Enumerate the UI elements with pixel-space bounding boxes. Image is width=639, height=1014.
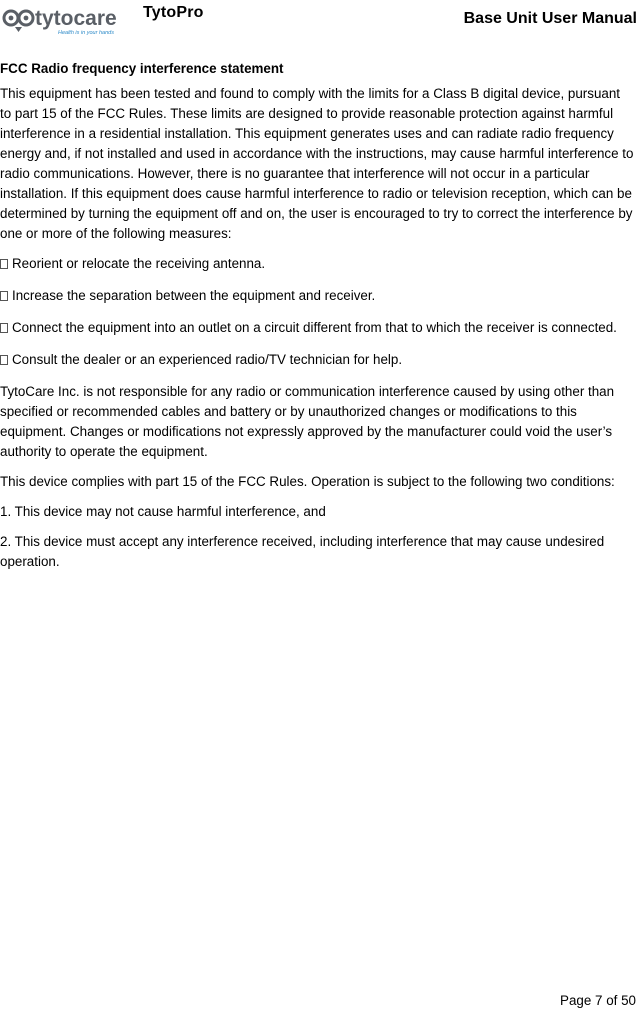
bullet-box-icon — [0, 355, 8, 365]
bullet-box-icon — [0, 259, 8, 269]
measure-text: Connect the equipment into an outlet on a circuit different from that to which the receiver is connected. — [12, 320, 617, 335]
measure-item — [0, 318, 634, 338]
measure-text: Consult the dealer or an experienced radio/TV technician for help. — [12, 352, 403, 367]
page-header — [0, 0, 639, 40]
measure-text: Increase the separation between the equipment and receiver. — [12, 288, 376, 303]
measure-item — [0, 350, 634, 370]
document-title: Base Unit User Manual — [463, 10, 637, 27]
logo-tagline: Health is in your hands — [58, 30, 114, 36]
measure-item — [0, 286, 634, 306]
logo-wordmark: tytocare — [35, 7, 117, 30]
measure-item — [0, 254, 634, 274]
tytocare-logo — [2, 3, 130, 37]
fcc-section — [0, 60, 634, 582]
product-name: TytoPro — [143, 4, 204, 21]
measure-text: Reorient or relocate the receiving antenna. — [12, 256, 266, 271]
bullet-box-icon — [0, 323, 8, 333]
compliance-paragraph: This device complies with part 15 of the FCC Rules. Operation is subject to the following two conditions: — [0, 474, 615, 489]
condition-item: 2. This device must accept any interference received, including interference that may cause undesired operation. — [0, 534, 605, 569]
page-number: Page 7 of 50 — [560, 993, 636, 1008]
intro-paragraph: This equipment has been tested and found to comply with the limits for a Class B digital device, pursuant to part 15 of the FCC Rules. These limits are designed to provide reasonable protection against harmful interference in a residential installation. This equipment generates uses and can radiate radio frequency energy and, if not installed and used in accordance with the instructions, may cause harmful interference to radio communications. However, there is no guarantee that interference will not occur in a particular installation. If this equipment does cause harmful interference to radio or television reception, which can be determined by turning the equipment off and on, the user is encouraged to try to correct the interference by one or more of the following measures: — [0, 86, 634, 241]
section-heading: FCC Radio frequency interference statement — [0, 61, 284, 76]
condition-item: 1. This device may not cause harmful interference, and — [0, 504, 326, 519]
responsibility-paragraph: TytoCare Inc. is not responsible for any radio or communication interference caused by using other than specified or recommended cables and battery or by unauthorized changes or modifications to this equipment. Changes or modifications not expressly approved by the manufacturer could void the user’s authority to operate the equipment. — [0, 384, 615, 459]
bullet-box-icon — [0, 291, 8, 301]
